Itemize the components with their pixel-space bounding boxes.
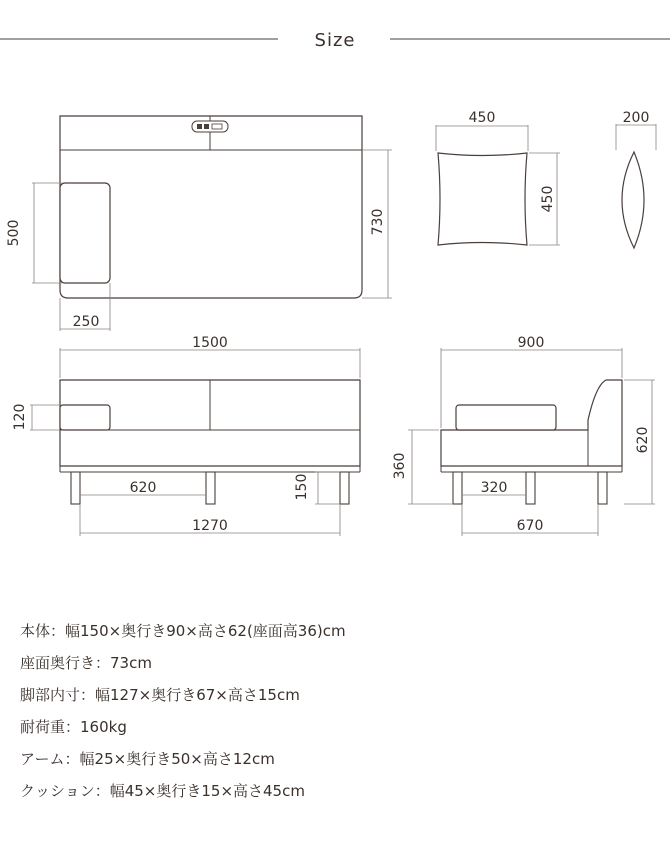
- dim-side-seat-height: 360: [392, 452, 408, 480]
- dim-cushion-width: 450: [468, 110, 496, 126]
- dim-front-width: 1500: [192, 335, 228, 351]
- dim-front-leg-height: 150: [294, 473, 310, 501]
- dim-side-height: 620: [635, 426, 651, 454]
- dim-front-leg-inner: 1270: [192, 518, 228, 534]
- dim-top-arm-width: 250: [72, 314, 100, 330]
- dim-side-leg-inner: 670: [516, 518, 544, 534]
- spec-leg-inner: 脚部内寸：幅127×奥行き67×高さ15cm: [20, 686, 300, 704]
- dim-cushion-height: 450: [540, 185, 556, 213]
- top-view: [6, 116, 392, 331]
- side-view: [392, 335, 655, 536]
- dim-top-depth: 730: [370, 208, 386, 236]
- cushion-side-view: [616, 110, 656, 248]
- dim-front-leg-inner-half: 620: [129, 480, 157, 496]
- spec-cushion: クッション：幅45×奥行き15×高さ45cm: [20, 782, 305, 800]
- spec-body: 本体：幅150×奥行き90×高さ62(座面高36)cm: [20, 622, 346, 640]
- cushion-front-view: [436, 110, 560, 245]
- spec-arm: アーム：幅25×奥行き50×高さ12cm: [20, 750, 275, 768]
- diagram-title: Size: [314, 30, 356, 51]
- top-armrest: [60, 183, 110, 283]
- dim-side-depth: 900: [517, 335, 545, 351]
- front-armrest: [60, 405, 110, 430]
- front-view: [12, 335, 360, 536]
- dim-top-arm-depth: 500: [6, 219, 22, 247]
- spec-seat-depth: 座面奥行き：73cm: [20, 654, 152, 672]
- outlet-icon: [192, 121, 228, 132]
- dim-front-arm-height: 120: [12, 403, 28, 431]
- dim-side-leg-inner-half: 320: [480, 480, 508, 496]
- side-cushion: [456, 405, 556, 430]
- spec-load-capacity: 耐荷重：160kg: [20, 718, 127, 736]
- dim-cushion-thickness: 200: [622, 110, 650, 126]
- spec-list: [20, 615, 660, 807]
